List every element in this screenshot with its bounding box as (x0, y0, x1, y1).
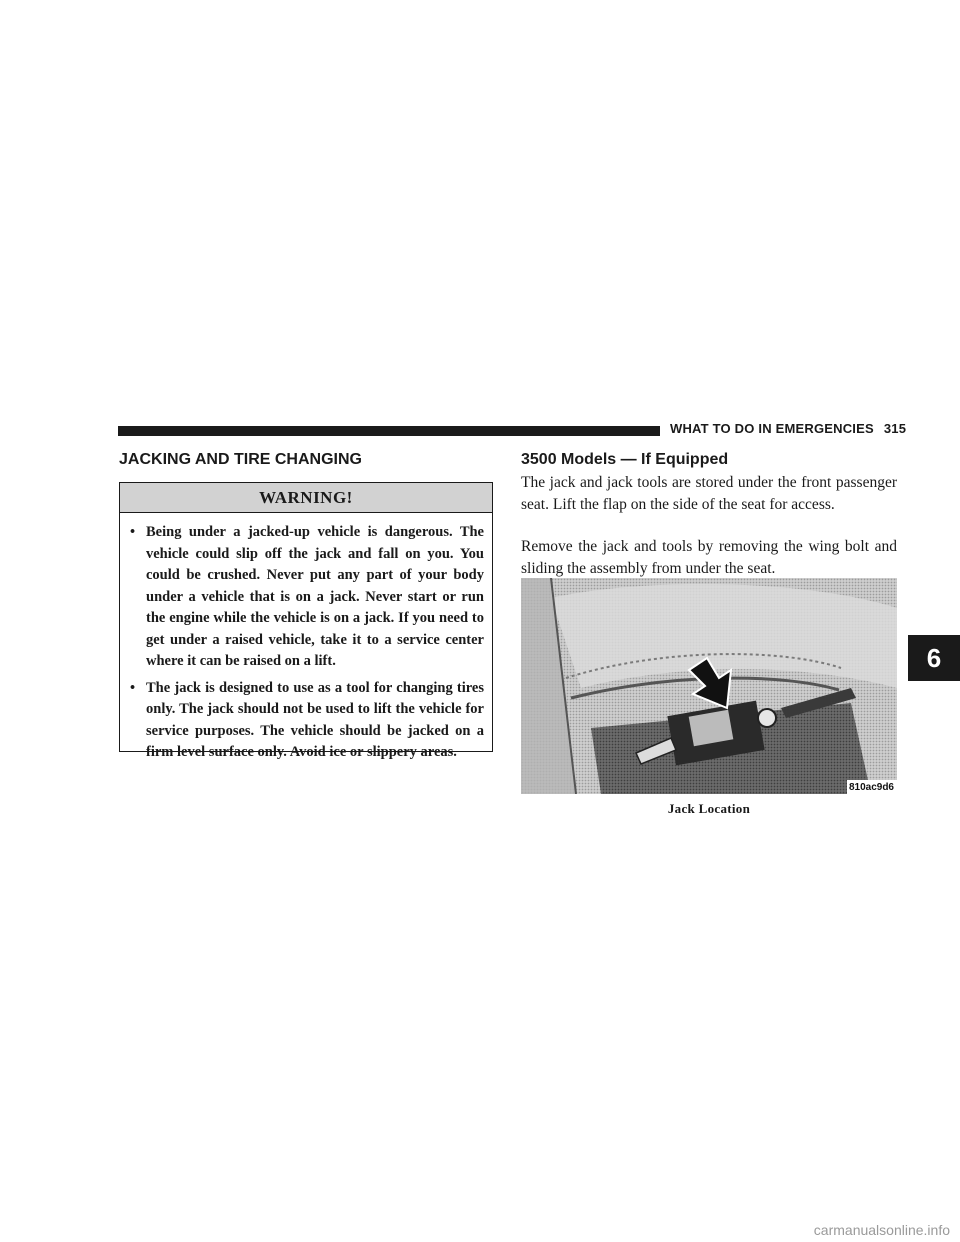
bullet-icon: • (130, 679, 136, 696)
figure-code: 810ac9d6 (848, 782, 894, 793)
section-title: JACKING AND TIRE CHANGING (119, 451, 362, 468)
warning-item (130, 522, 484, 673)
paragraph: Remove the jack and tools by removing the wing bolt and sliding the assembly from under the seat. (521, 538, 897, 577)
warning-heading: WARNING! (120, 483, 492, 513)
warning-box (119, 482, 493, 760)
header-rule (118, 426, 660, 436)
figure-caption: Jack Location (667, 801, 751, 816)
subsection-title: 3500 Models — If Equipped (521, 451, 729, 468)
running-header (670, 421, 906, 436)
warning-item-text: The jack is designed to use as a tool for changing tires only. The jack should not be used to lift the vehicle for service purposes. The vehicle should be jacked on a firm level surface only. Avoid ice or slippery areas. (146, 679, 484, 760)
chapter-tab: 6 (908, 635, 960, 681)
warning-list (120, 513, 492, 764)
bullet-icon: • (130, 524, 136, 540)
photo-illustration (521, 578, 897, 794)
page-number: 315 (883, 421, 907, 436)
jack-location-photo (521, 578, 897, 794)
header-section: WHAT TO DO IN EMERGENCIES (670, 421, 874, 436)
warning-item-text: Being under a jacked-up vehicle is dangerous. The vehicle could slip off the jack and fall on you. You could be crushed. Never put any part of your body under a vehicle that is on a jack. Never start or run the engine while the vehicle is on a jack. If you need to get under a raised vehicle, take it to a service center where it can be raised on a lift. (146, 524, 484, 669)
watermark: carmanualsonline.info (813, 1222, 950, 1238)
warning-item (130, 678, 484, 764)
paragraph: The jack and jack tools are stored under the front passenger seat. Lift the flap on the side of the seat for access. (521, 474, 897, 513)
